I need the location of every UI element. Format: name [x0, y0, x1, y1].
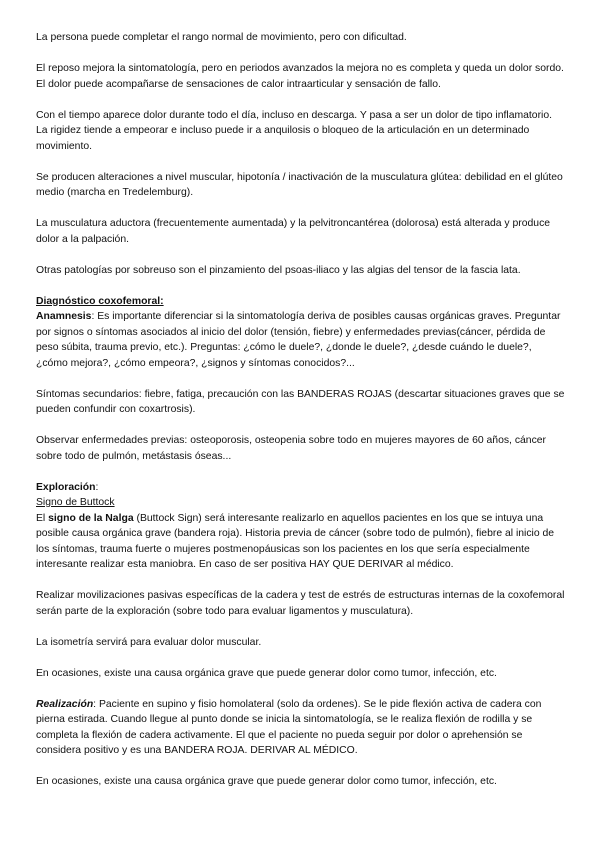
diagnostico-heading: Diagnóstico coxofemoral: [36, 295, 164, 307]
paragraph-range-of-motion: La persona puede completar el rango normal de movimiento, pero con dificultad. [36, 32, 407, 43]
anamnesis-paragraph [36, 309, 566, 371]
isometry-paragraph: La isometría servirá para evaluar dolor muscular. [36, 636, 262, 648]
buttock-sign-paragraph: El signo de la Nalga (Buttock Sign) será interesante realizarlo en aquellos pacientes en los que se intuya una posible causa orgánica grave (bandera roja). Historia previa de cáncer (sobre todo de pulmón), fiebre al inicio de los síntomas, trauma fuerte o mujeres postmenopáusicas son los pacientes en los que sería especialmente interesante realizar esta maniobra. En caso de ser positiva HAY QUE DERIVAR al médico. [36, 512, 555, 570]
anamnesis-label: Anamnesis [36, 311, 92, 322]
previous-diseases-paragraph: Observar enfermedades previas: osteoporosis, osteopenia sobre todo en mujeres mayores de 60 años, cáncer sobre todo de pulmón, metástasis óseas... [36, 435, 547, 462]
anamnesis-text: : Es importante diferenciar si la sintomatología deriva de posibles causas orgánicas graves. Preguntar por signos o síntomas asociados al inicio del dolor (tensión, fiebre) y enfermedades previas(cáncer, pérdida de peso súbita, trauma previo, etc.). Preguntas: ¿cómo le duele?, ¿donde le duele?, ¿desde cuándo le duele?, ¿cómo mejora?, ¿cómo empeora?, ¿signos y síntomas conocidos?... [36, 311, 561, 369]
buttock-sign-subheading: Signo de Buttock [36, 497, 115, 508]
paragraph-rest: El reposo mejora la sintomatología, pero en periodos avanzados la mejora no es completa y queda un dolor sordo. El dolor puede acompañarse de sensaciones de calor intraarticular y sensación de fallo. [36, 63, 564, 90]
organic-cause-paragraph-2: En ocasiones, existe una causa orgánica grave que puede generar dolor como tumor, infección, etc. [36, 776, 497, 787]
exploracion-heading: Exploración: [36, 481, 99, 493]
secondary-symptoms-paragraph: Síntomas secundarios: fiebre, fatiga, precaución con las BANDERAS ROJAS (descartar situaciones graves que se pueden confundir con coxartrosis). [36, 388, 565, 415]
passive-mobilization-paragraph: Realizar movilizaciones pasivas específicas de la cadera y test de estrés de estructuras internas de la coxofemoral serán parte de la exploración (sobre todo para evaluar ligamentos y musculatura). [36, 590, 565, 617]
realizacion-text: : Paciente en supino y fisio homolateral (solo da ordenes). Se le pide flexión activa de cadera con pierna estirada. Cuando llegue al punto donde se inicia la sintomatología, se le realiza flexión de rodilla y se completa la flexión de cadera activamente. El que el paciente no pueda seguir por dolor o aprehensión se considera positivo y es una BANDERA ROJA. DERIVAR AL MÉDICO. [36, 698, 542, 756]
paragraph-adductor-musculature: La musculatura aductora (frecuentemente aumentada) y la pelvitroncantérea (dolorosa) está alterada y produce dolor a la palpación. [36, 218, 551, 245]
realizacion-paragraph [36, 697, 566, 759]
paragraph-inflammatory-pain: Con el tiempo aparece dolor durante todo el día, incluso en descarga. Y pasa a ser un dolor de tipo inflamatorio. La rigidez tiende a empeorar e incluso puede ir a anquilosis o bloqueo de la articulación en un determinado movimiento. [36, 109, 553, 152]
document-page [36, 30, 566, 805]
paragraph-other-pathologies: Otras patologías por sobreuso son el pinzamiento del psoas-iliaco y las algias del tensor de la fascia lata. [36, 264, 521, 276]
organic-cause-paragraph-1: En ocasiones, existe una causa orgánica grave que puede generar dolor como tumor, infección, etc. [36, 667, 497, 679]
buttock-sign-bold: signo de la Nalga [48, 512, 134, 524]
realizacion-label: Realización [36, 698, 94, 710]
paragraph-muscular-alterations: Se producen alteraciones a nivel muscular, hipotonía / inactivación de la musculatura glútea: debilidad en el glúteo medio (marcha en Tredelemburg). [36, 171, 563, 198]
